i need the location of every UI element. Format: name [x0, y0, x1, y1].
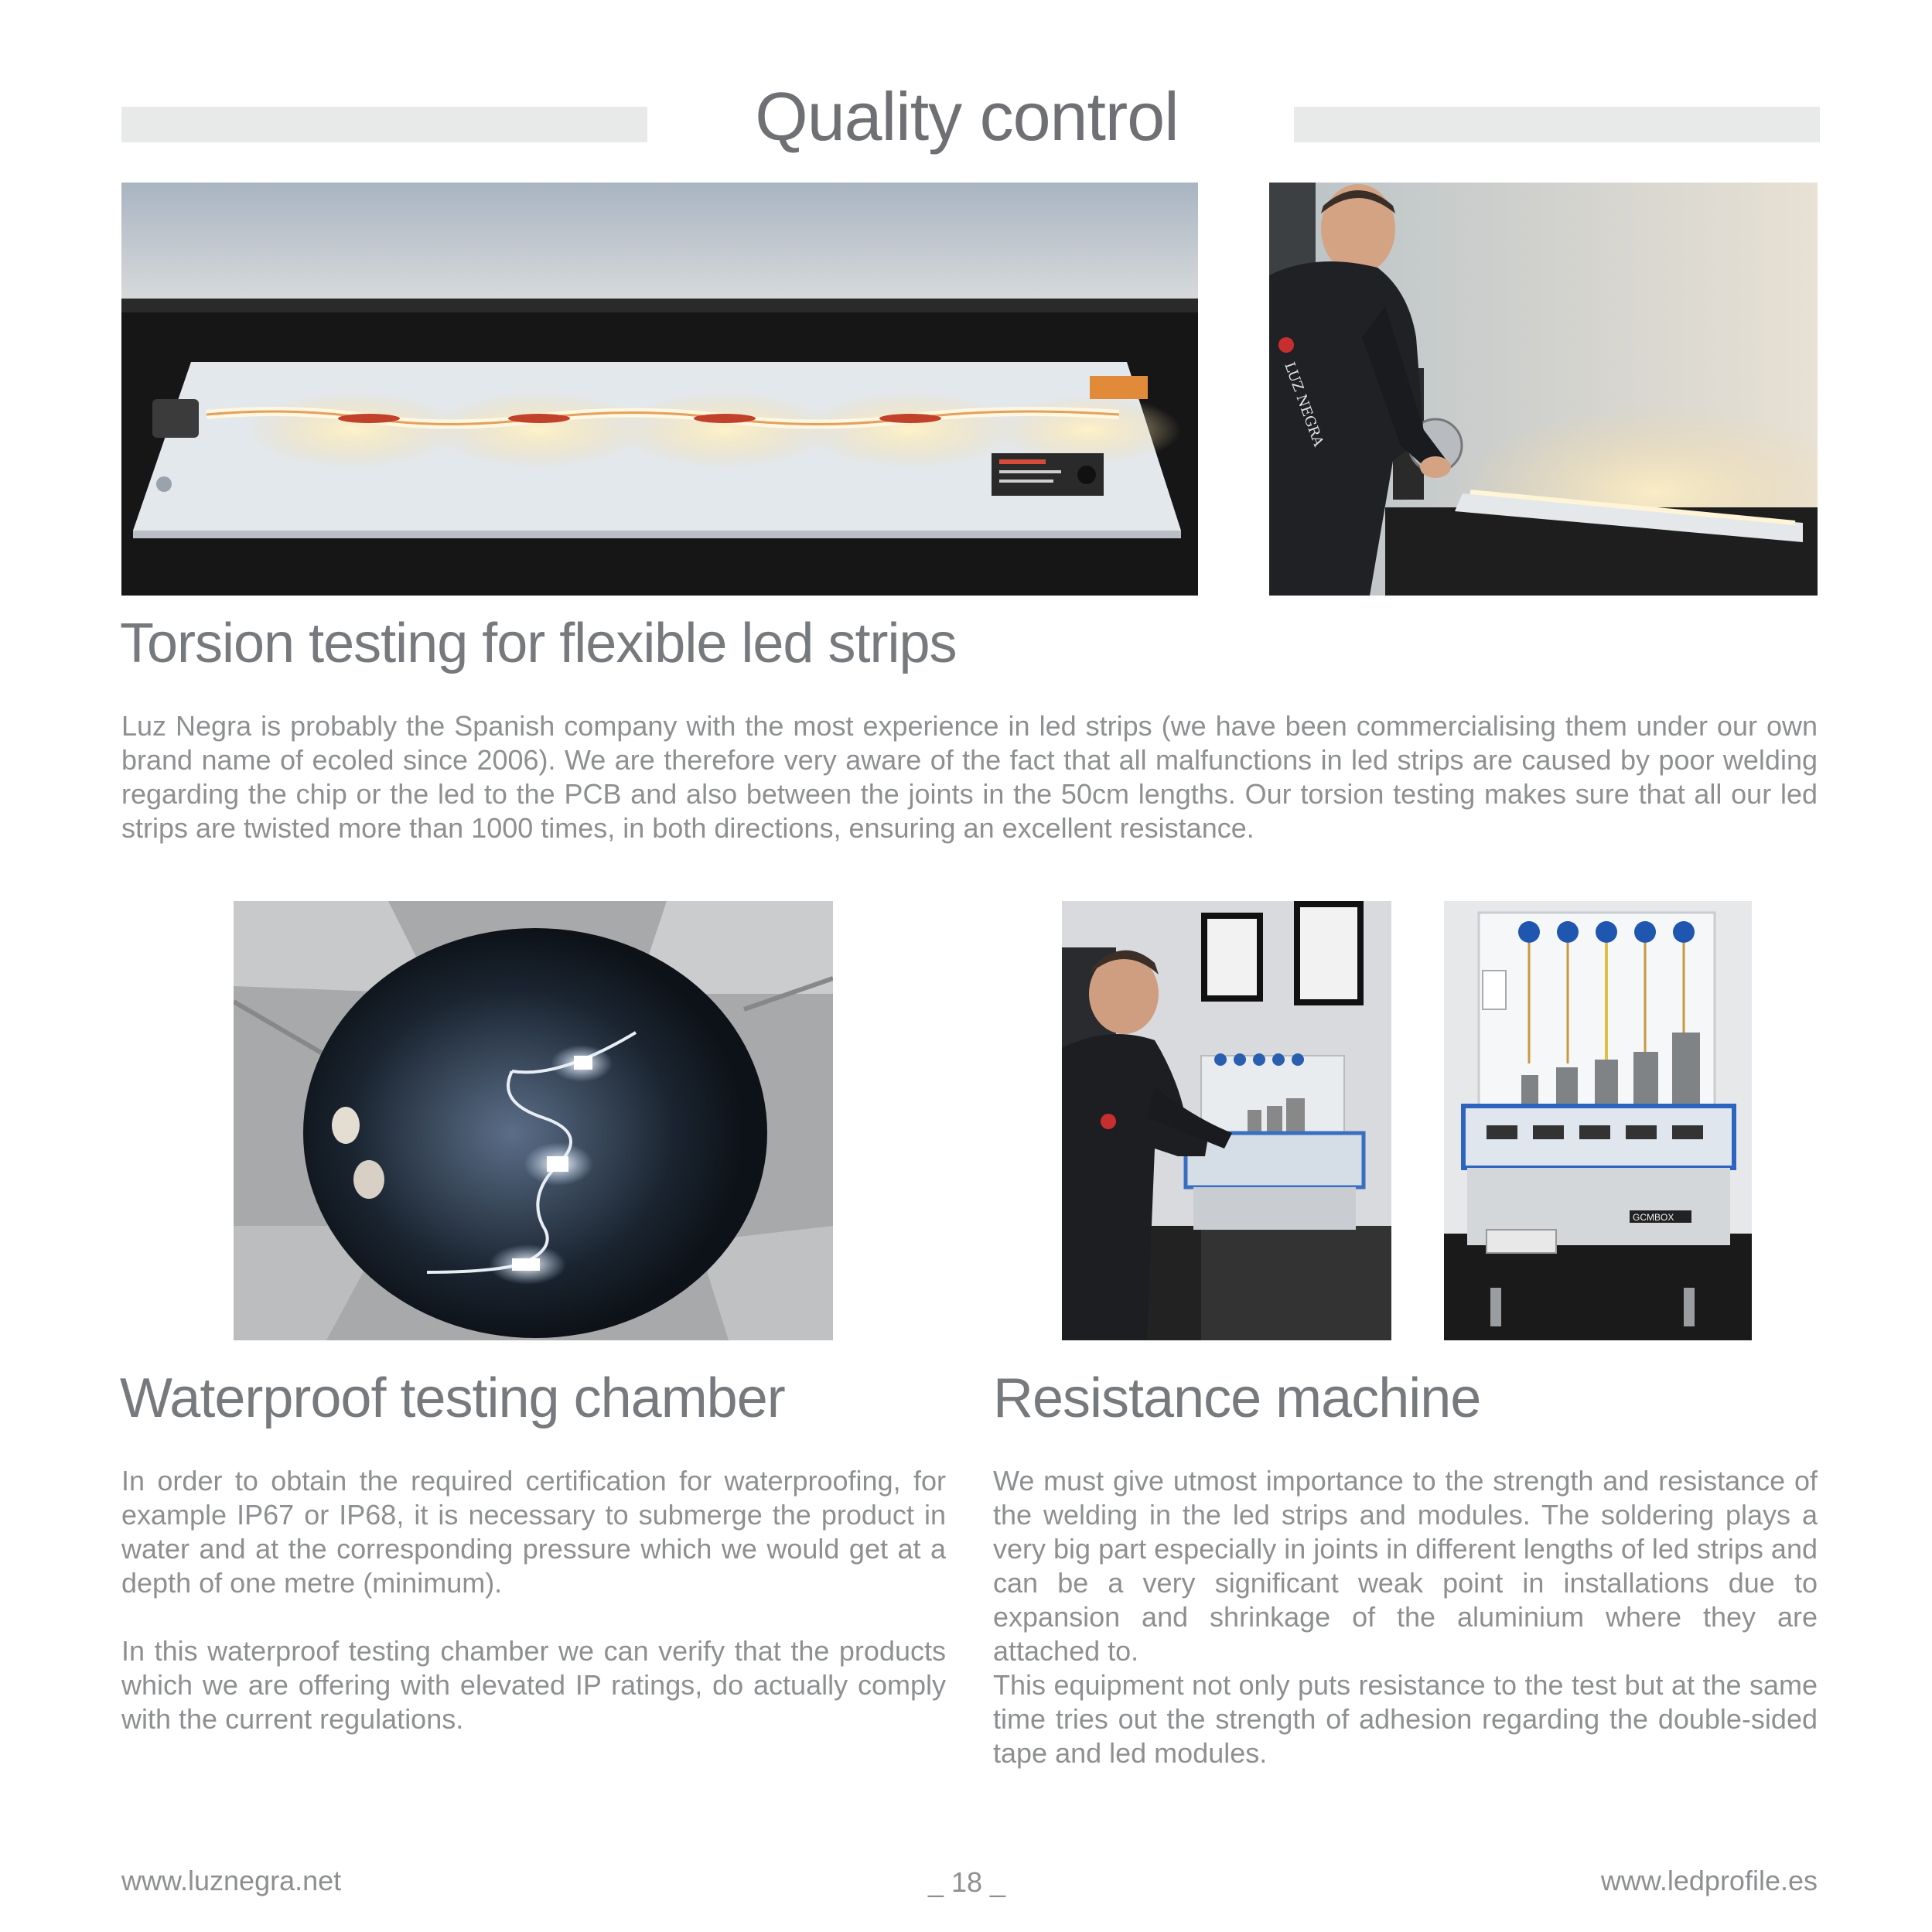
page-title: Quality control	[755, 78, 1179, 155]
footer-left-url[interactable]: www.luznegra.net	[121, 1865, 342, 1896]
footer-right-url[interactable]: www.ledprofile.es	[1600, 1865, 1818, 1896]
waterproof-heading: Waterproof testing chamber	[120, 1367, 785, 1429]
technician-torsion-photo	[1269, 183, 1818, 596]
torsion-body: Luz Negra is probably the Spanish company with the most experience in led strips (we have been commercialising them under our own brand name of ecoled since 2006). We are therefore very aware of the fact that all malfunctions in led strips are caused by poor welding regarding the chip or the led to the PCB and also between the joints in the 50cm lengths. Our torsion testing makes sure that all our led strips are twisted more than 1000 times, in both directions, ensuring an excellent resistance.	[121, 710, 1818, 844]
sleeve-brand-label: LUZ NEGRA	[1281, 360, 1327, 449]
technician-resistance-photo	[1062, 901, 1391, 1340]
resistance-machine-photo	[1444, 901, 1752, 1340]
title-bar-right	[1294, 107, 1820, 142]
waterproof-chamber-photo	[234, 901, 833, 1340]
waterproof-paragraph-1: In order to obtain the required certification for waterproofing, for example IP67 or IP68, it is necessary to submerge the product in water and at the corresponding pressure which we would get at a depth of one metre (minimum).	[121, 1465, 946, 1599]
resistance-heading: Resistance machine	[993, 1367, 1481, 1429]
torsion-machine-photo	[121, 183, 1198, 596]
page-number: _ 18 _	[927, 1866, 1006, 1898]
title-bar-left	[121, 107, 647, 142]
waterproof-paragraph-2: In this waterproof testing chamber we can verify that the products which we are offering with elevated IP ratings, do actually comply with the current regulations.	[121, 1635, 946, 1735]
resistance-paragraph-1: We must give utmost importance to the strength and resistance of the welding in the led strips and modules. The soldering plays a very big part especially in joints in different lengths of led strips and can be a very significant weak point in installations due to expansion and shrinkage of the aluminium where they are attached to.	[993, 1465, 1818, 1667]
torsion-heading: Torsion testing for flexible led strips	[120, 613, 957, 674]
resistance-paragraph-2: This equipment not only puts resistance to the test but at the same time tries out the strength of adhesion regarding the double-sided tape and led modules.	[993, 1669, 1818, 1769]
device-brand-label: GCMBOX	[1633, 1212, 1674, 1223]
